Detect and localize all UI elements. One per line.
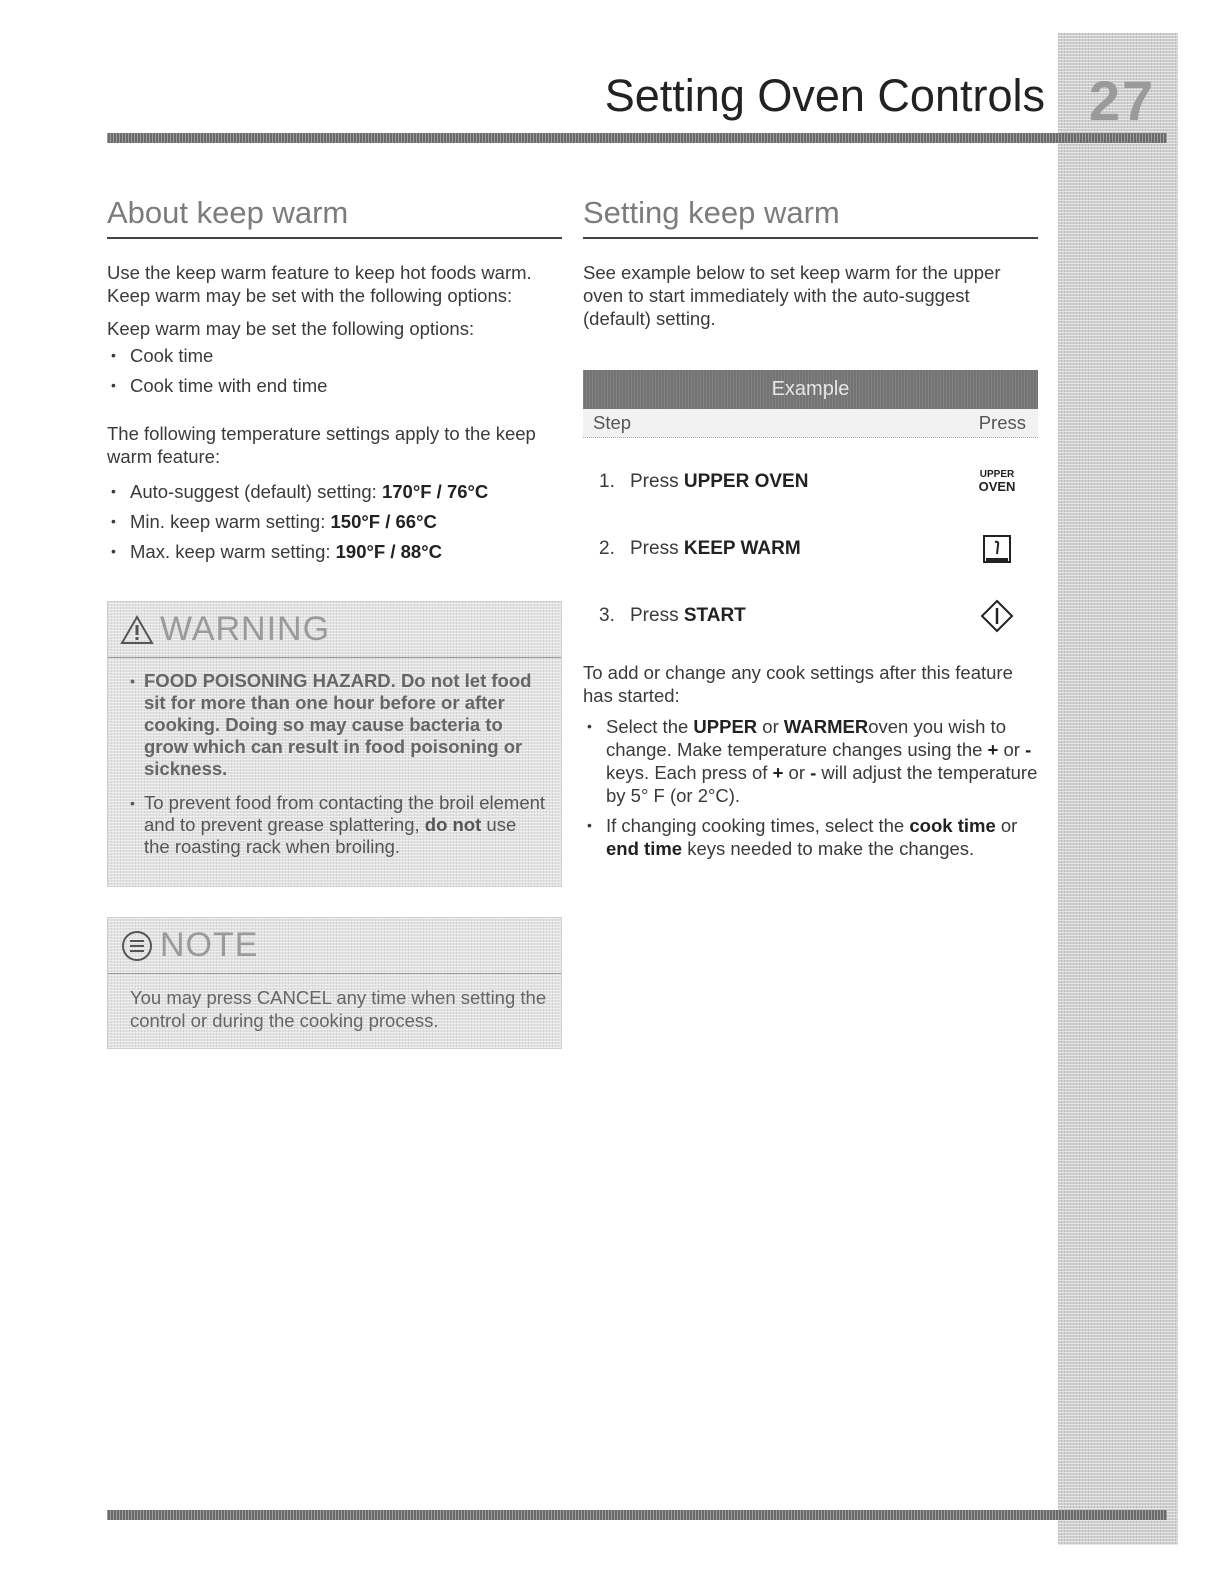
warning-item: • To prevent food from contacting the broil element and to prevent grease splattering, do not use the roasting rack when broiling. (130, 792, 547, 858)
step-column-header: Step (593, 412, 632, 433)
warning-triangle-icon (120, 614, 154, 646)
list-item: • Min. keep warm setting: 150°F / 66°C (107, 510, 562, 533)
list-item: • Cook time (107, 344, 562, 367)
example-step: 2. Press KEEP WARM (583, 515, 1038, 582)
header-rule (107, 133, 1167, 143)
after-start-list (583, 715, 1038, 860)
note-text: You may press CANCEL any time when setting the control or during the cooking process. (130, 987, 547, 1031)
intro-text: Use the keep warm feature to keep hot foods warm. Keep warm may be set with the following options: (107, 262, 532, 306)
warning-item: • FOOD POISONING HAZARD. Do not let food sit for more than one hour before or after cooking. Doing so may cause bacteria to grow which can result in food poisoning or sickness. (130, 670, 547, 780)
upper-oven-key-icon: UPPER OVEN (978, 469, 1016, 494)
start-key-icon (972, 599, 1022, 633)
after-start-lead: To add or change any cook settings after this feature has started: (583, 662, 1013, 706)
example-title: Example (583, 370, 1038, 409)
setting-keep-warm-section (583, 195, 1038, 867)
note-icon (120, 930, 154, 962)
list-item: • If changing cooking times, select the cook time or end time keys needed to make the changes. (583, 814, 1038, 860)
options-list (107, 344, 562, 397)
footer-rule (107, 1510, 1167, 1520)
list-item: • Auto-suggest (default) setting: 170°F / 76°C (107, 480, 562, 503)
list-item: • Cook time with end time (107, 374, 562, 397)
list-item: • Max. keep warm setting: 190°F / 88°C (107, 540, 562, 563)
options-lead: Keep warm may be set the following options: (107, 318, 475, 339)
temps-lead: The following temperature settings apply to the keep warm feature: (107, 423, 536, 467)
section-heading: Setting keep warm (583, 195, 1038, 239)
note-title: NOTE (160, 926, 259, 964)
page-title: Setting Oven Controls (604, 70, 1045, 121)
keep-warm-key-icon (972, 534, 1022, 564)
warning-title: WARNING (160, 610, 331, 648)
about-keep-warm-section (107, 195, 562, 1049)
section-heading: About keep warm (107, 195, 562, 239)
list-item: • Select the UPPER or WARMERoven you wish to change. Make temperature changes using the + or - keys. Each press of + or - will adjust the temperature by 5° F (or 2°C). (583, 715, 1038, 807)
example-step: 1. Press UPPER OVEN UPPER OVEN (583, 448, 1038, 515)
warning-box (107, 601, 562, 887)
page-number: 27 (1088, 69, 1156, 132)
note-box (107, 917, 562, 1049)
temps-list (107, 480, 562, 563)
intro-text: See example below to set keep warm for the upper oven to start immediately with the auto-suggest (default) setting. (583, 262, 1001, 329)
example-step: 3. Press START (583, 582, 1038, 649)
side-tab-stripe (1058, 33, 1178, 1545)
example-table (583, 370, 1038, 649)
press-column-header: Press (978, 412, 1026, 433)
